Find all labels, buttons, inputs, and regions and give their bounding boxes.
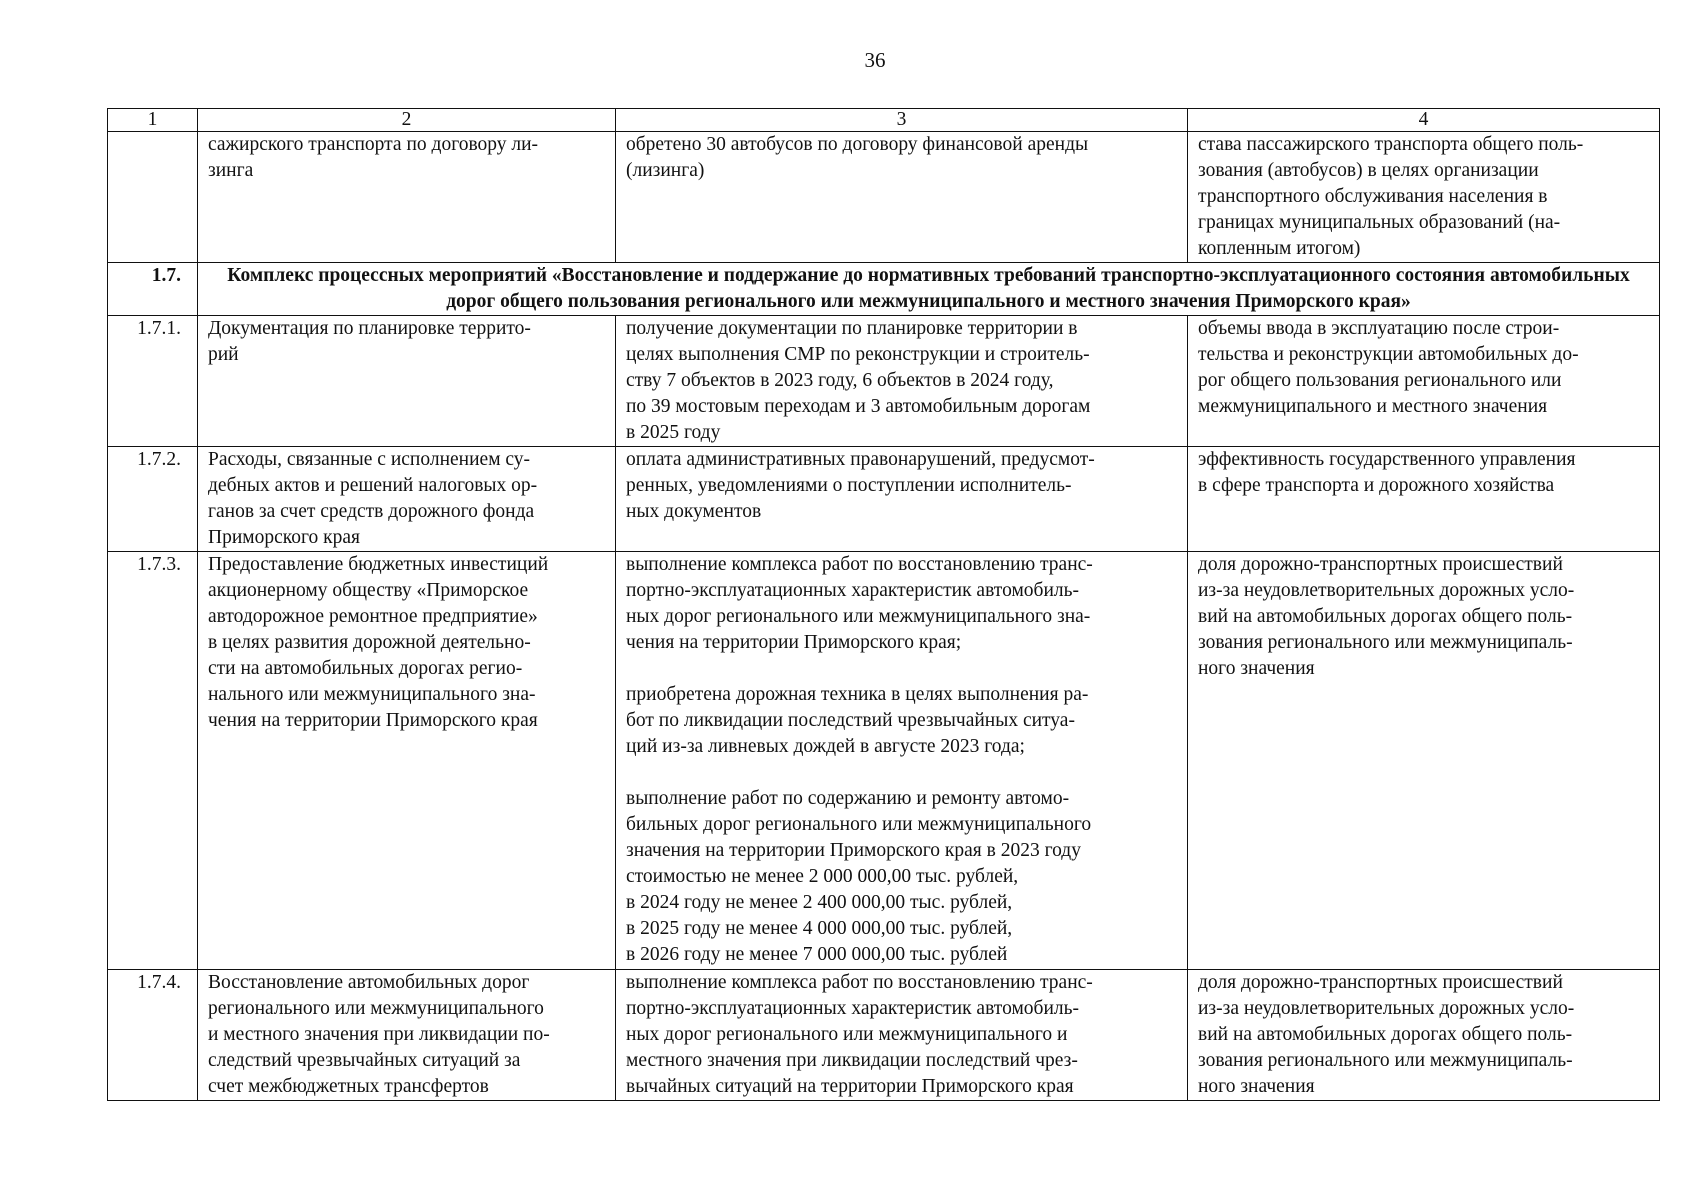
row-result: обретено 30 автобусов по договору финансовой аренды (лизинга) <box>616 132 1188 263</box>
row-indicator: доля дорожно-транспортных происшествий из-за неудовлетворительных дорожных усло- вий на автомобильных дорогах общего поль- зования регионального или межмуниципаль- ного значения <box>1188 552 1660 970</box>
row-description: Расходы, связанные с исполнением су- дебных актов и решений налоговых ор- ганов за счет средств дорожного фонда Приморского края <box>198 447 616 552</box>
row-number: 1.7.2. <box>108 447 198 552</box>
section-title: Комплекс процессных мероприятий «Восстановление и поддержание до нормативных требований транспортно-эксплуатационного состояния автомобильных дорог общего пользования регионального или межмуниципального и местного значения Приморского края» <box>198 263 1660 316</box>
column-header-1: 1 <box>108 109 198 132</box>
row-result: оплата административных правонарушений, предусмот- ренных, уведомлениями о поступлении исполнитель- ных документов <box>616 447 1188 552</box>
row-result: выполнение комплекса работ по восстановлению транс- портно-эксплуатационных характеристик автомобиль- ных дорог регионального или межмуниципального и местного значения при ликвидации последствий чрез- вычайных ситуаций на территории Приморского края <box>616 970 1188 1101</box>
row-description: сажирского транспорта по договору ли- зинга <box>198 132 616 263</box>
section-number: 1.7. <box>108 263 198 316</box>
result-paragraph: приобретена дорожная техника в целях выполнения ра- бот по ликвидации последствий чрезвычайных ситуа- ций из-за ливневых дождей в августе 2023 года; <box>626 684 1089 757</box>
column-header-4: 4 <box>1188 109 1660 132</box>
column-header-3: 3 <box>616 109 1188 132</box>
row-description: Документация по планировке террито- рий <box>198 316 616 447</box>
row-number <box>108 132 198 263</box>
program-table <box>107 108 1660 1101</box>
row-indicator: става пассажирского транспорта общего поль- зования (автобусов) в целях организации транспортного обслуживания населения в границах муниципальных образований (на- копленным итогом) <box>1188 132 1660 263</box>
row-number: 1.7.4. <box>108 970 198 1101</box>
row-indicator: объемы ввода в эксплуатацию после строи- тельства и реконструкции автомобильных до- рог общего пользования регионального или межмуниципального и местного значения <box>1188 316 1660 447</box>
page-number: 36 <box>864 48 886 72</box>
row-indicator: эффективность государственного управления в сфере транспорта и дорожного хозяйства <box>1188 447 1660 552</box>
column-header-2: 2 <box>198 109 616 132</box>
section-row <box>108 263 1660 316</box>
row-description: Восстановление автомобильных дорог регионального или межмуниципального и местного значения при ликвидации по- следствий чрезвычайных ситуаций за счет межбюджетных трансфертов <box>198 970 616 1101</box>
table-row <box>108 970 1660 1101</box>
result-paragraph: выполнение комплекса работ по восстановлению транс- портно-эксплуатационных характеристик автомобиль- ных дорог регионального или межмуниципального зна- чения на территории Приморского края; <box>626 554 1093 653</box>
table-header-row <box>108 109 1660 132</box>
row-indicator: доля дорожно-транспортных происшествий из-за неудовлетворительных дорожных усло- вий на автомобильных дорогах общего поль- зования регионального или межмуниципаль- ного значения <box>1188 970 1660 1101</box>
row-result: получение документации по планировке территории в целях выполнения СМР по реконструкции и строитель- ству 7 объектов в 2023 году, 6 объектов в 2024 году, по 39 мостовым переходам и 3 автомобильным дорогам в 2025 году <box>616 316 1188 447</box>
table-row <box>108 316 1660 447</box>
table-row <box>108 447 1660 552</box>
table-row <box>108 132 1660 263</box>
table-row <box>108 552 1660 970</box>
row-number: 1.7.1. <box>108 316 198 447</box>
row-result <box>616 552 1188 970</box>
row-number: 1.7.3. <box>108 552 198 970</box>
result-paragraph: выполнение работ по содержанию и ремонту автомо- бильных дорог регионального или межмуниципального значения на территории Приморского края в 2023 году стоимостью не менее 2 000 000,00 тыс. рублей, в 2024 году не менее 2 400 000,00 тыс. рублей, в 2025 году не менее 4 000 000,00 тыс. рублей, в 2026 году не менее 7 000 000,00 тыс. рублей <box>626 788 1092 965</box>
row-description: Предоставление бюджетных инвестиций акционерному обществу «Приморское автодорожное ремонтное предприятие» в целях развития дорожной деятельно- сти на автомобильных дорогах регио- нального или межмуниципального зна- чения на территории Приморского края <box>198 552 616 970</box>
